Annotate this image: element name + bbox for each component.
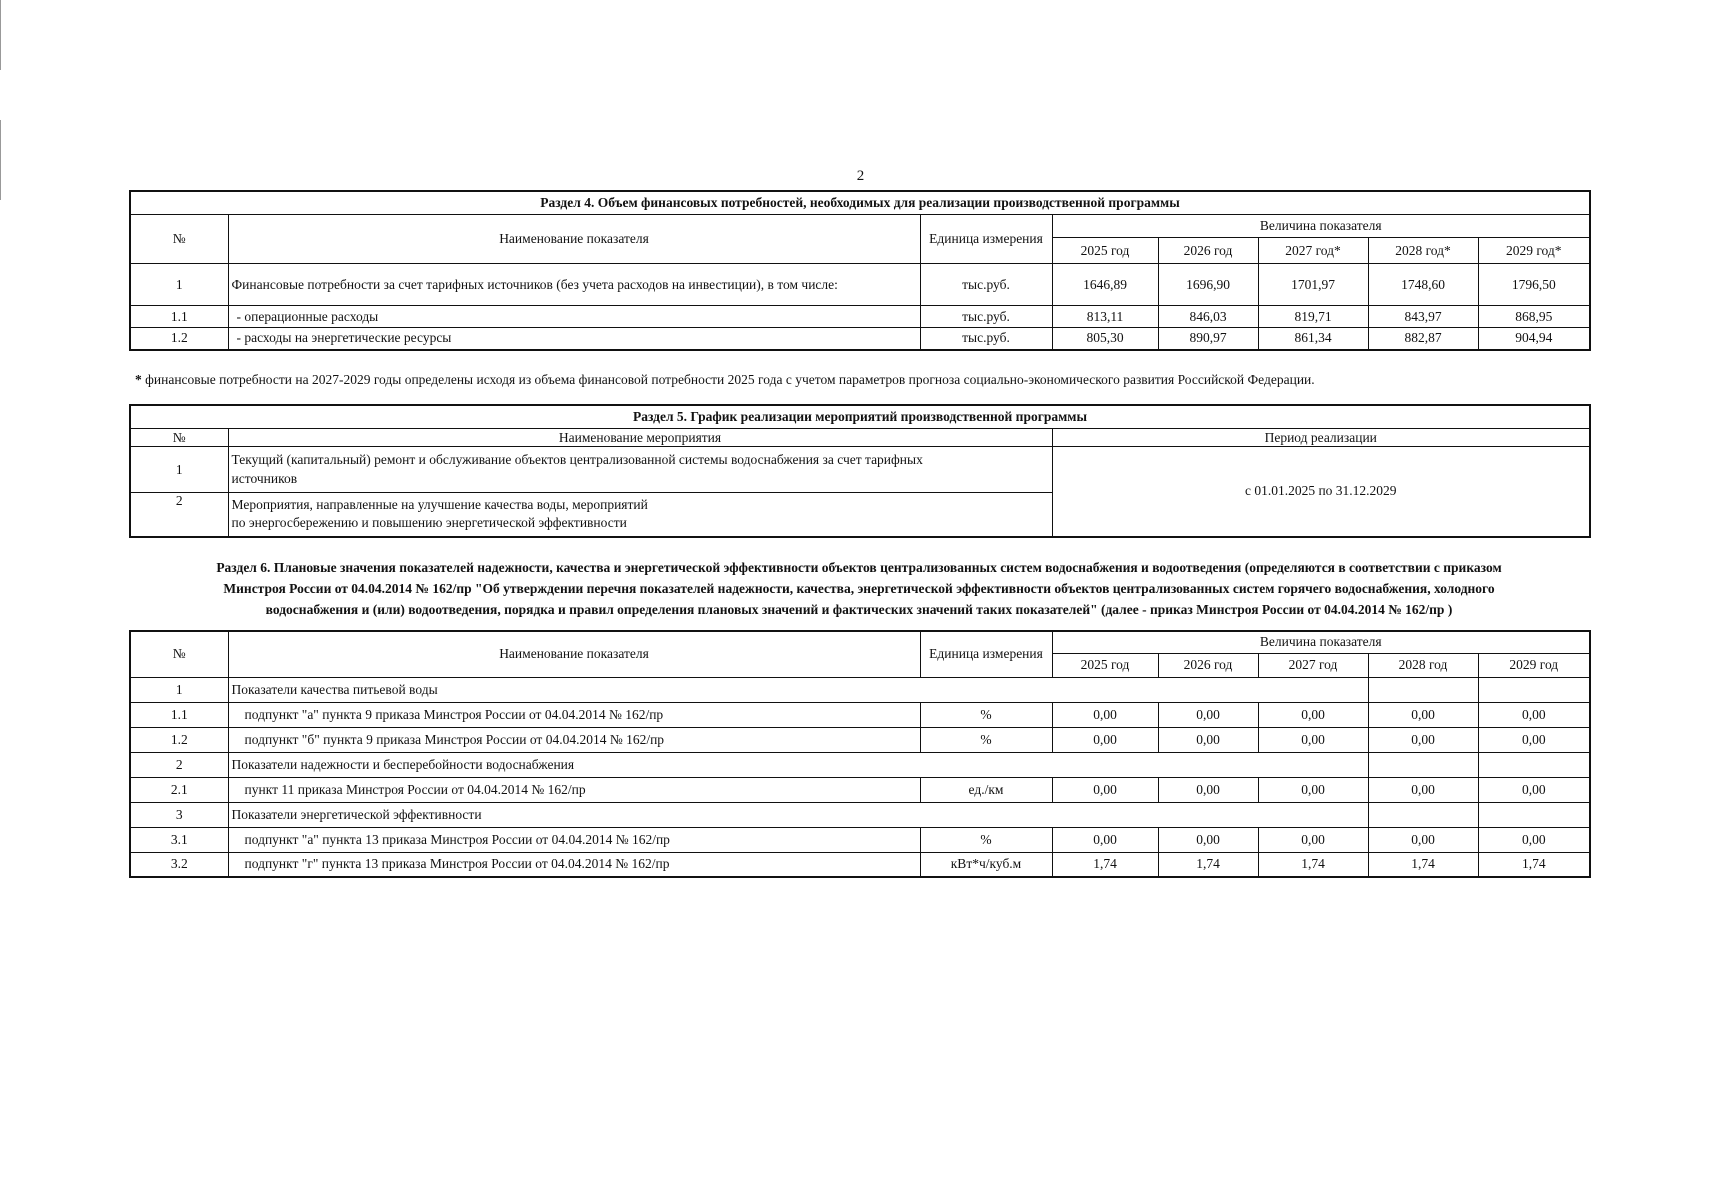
row-value: 1,74 — [1368, 852, 1478, 877]
row-value: 0,00 — [1052, 777, 1158, 802]
row-value: 0,00 — [1158, 727, 1258, 752]
col-unit-header: Единица измерения — [920, 215, 1052, 264]
section-6-title-line: Минстроя России от 04.04.2014 № 162/пр "Об утверждении перечня показателей надежности, качества, энергетической эффективности объектов централизованных систем горячего водоснабжения, холодного — [223, 581, 1495, 596]
row-num: 1.1 — [130, 306, 228, 328]
group-row — [130, 752, 1590, 777]
col-value-header: Величина показателя — [1052, 215, 1590, 238]
row-name: подпункт "а" пункта 9 приказа Минстроя России от 04.04.2014 № 162/пр — [228, 702, 920, 727]
row-name-line: источников — [231, 470, 298, 486]
row-num: 3.2 — [130, 852, 228, 877]
row-num: 3.1 — [130, 827, 228, 852]
group-num: 3 — [130, 802, 228, 827]
row-unit: % — [920, 727, 1052, 752]
row-value: 0,00 — [1478, 727, 1590, 752]
row-unit: % — [920, 702, 1052, 727]
scan-edge-mark — [0, 0, 1, 70]
year-header: 2025 год — [1052, 238, 1158, 264]
row-name: подпункт "б" пункта 9 приказа Минстроя России от 04.04.2014 № 162/пр — [228, 727, 920, 752]
row-value: 0,00 — [1368, 727, 1478, 752]
row-name — [228, 493, 1052, 537]
row-value: 0,00 — [1158, 777, 1258, 802]
row-value: 1796,50 — [1478, 264, 1590, 306]
section-5-title: Раздел 5. График реализации мероприятий производственной программы — [130, 405, 1590, 429]
row-unit: кВт*ч/куб.м — [920, 852, 1052, 877]
row-value: 819,71 — [1258, 306, 1368, 328]
section-6-title-line: водоснабжения и (или) водоотведения, порядка и правил определения плановых значений и фактических значений таких показателей" (далее - приказ Минстроя России от 04.04.2014 № 162/пр ) — [265, 602, 1453, 617]
footnote-mark: * — [135, 372, 142, 387]
row-value: 1,74 — [1052, 852, 1158, 877]
group-num: 1 — [130, 677, 228, 702]
period-value: с 01.01.2025 по 31.12.2029 — [1052, 447, 1590, 537]
year-header: 2028 год* — [1368, 238, 1478, 264]
row-name: подпункт "г" пункта 13 приказа Минстроя России от 04.04.2014 № 162/пр — [228, 852, 920, 877]
row-unit: ед./км — [920, 777, 1052, 802]
row-value: 904,94 — [1478, 328, 1590, 350]
row-num: 1 — [130, 447, 228, 493]
row-value: 805,30 — [1052, 328, 1158, 350]
year-header: 2027 год — [1258, 653, 1368, 677]
row-value: 0,00 — [1158, 702, 1258, 727]
col-name-header: Наименование мероприятия — [228, 429, 1052, 447]
row-unit: тыс.руб. — [920, 264, 1052, 306]
row-value: 846,03 — [1158, 306, 1258, 328]
year-header: 2025 год — [1052, 653, 1158, 677]
row-name: - расходы на энергетические ресурсы — [228, 328, 920, 350]
row-unit: тыс.руб. — [920, 306, 1052, 328]
row-name: Финансовые потребности за счет тарифных источников (без учета расходов на инвестиции), в том числе: — [228, 264, 920, 306]
section-6-title-line: Раздел 6. Плановые значения показателей надежности, качества и энергетической эффективности объектов централизованных систем водоснабжения и водоотведения (определяются в соответствии с приказом — [216, 560, 1502, 575]
row-num: 1.2 — [130, 328, 228, 350]
row-value: 0,00 — [1368, 702, 1478, 727]
table-row — [130, 447, 1590, 493]
row-value: 861,34 — [1258, 328, 1368, 350]
row-value: 0,00 — [1052, 702, 1158, 727]
year-header: 2026 год — [1158, 653, 1258, 677]
row-value: 1,74 — [1478, 852, 1590, 877]
row-value: 0,00 — [1258, 702, 1368, 727]
row-num: 2.1 — [130, 777, 228, 802]
section-5-table — [129, 404, 1591, 538]
section-4-title: Раздел 4. Объем финансовых потребностей, необходимых для реализации производственной программы — [130, 191, 1590, 215]
row-value: 868,95 — [1478, 306, 1590, 328]
section-5 — [129, 404, 1589, 538]
row-value: 0,00 — [1052, 827, 1158, 852]
group-name: Показатели качества питьевой воды — [228, 677, 1368, 702]
row-name-line: Текущий (капитальный) ремонт и обслуживание объектов централизованной системы водоснабжения за счет тарифных — [231, 452, 923, 468]
row-name: - операционные расходы — [228, 306, 920, 328]
row-value: 1646,89 — [1052, 264, 1158, 306]
row-num: 1.1 — [130, 702, 228, 727]
row-name — [228, 447, 1052, 493]
row-value: 0,00 — [1478, 702, 1590, 727]
section-4-table — [129, 190, 1591, 351]
row-value: 882,87 — [1368, 328, 1478, 350]
group-row — [130, 677, 1590, 702]
row-num: 1 — [130, 264, 228, 306]
group-row — [130, 802, 1590, 827]
row-value: 0,00 — [1258, 827, 1368, 852]
col-period-header: Период реализации — [1052, 429, 1590, 447]
row-value: 0,00 — [1478, 827, 1590, 852]
table-row — [130, 727, 1590, 752]
section-6-table — [129, 630, 1591, 878]
scan-edge-mark — [0, 120, 1, 200]
row-num: 1.2 — [130, 727, 228, 752]
group-name: Показатели надежности и бесперебойности водоснабжения — [228, 752, 1368, 777]
row-value: 0,00 — [1158, 827, 1258, 852]
row-name-line: Мероприятия, направленные на улучшение качества воды, мероприятий — [231, 497, 648, 513]
row-unit: тыс.руб. — [920, 328, 1052, 350]
table-row — [130, 328, 1590, 350]
year-header: 2028 год — [1368, 653, 1478, 677]
row-name: подпункт "а" пункта 13 приказа Минстроя России от 04.04.2014 № 162/пр — [228, 827, 920, 852]
row-unit: % — [920, 827, 1052, 852]
row-name-line: по энергосбережению и повышению энергетической эффективности — [231, 515, 627, 531]
section-6-title — [129, 557, 1589, 620]
row-value: 843,97 — [1368, 306, 1478, 328]
row-num: 2 — [130, 493, 228, 537]
col-num-header: № — [130, 215, 228, 264]
row-value: 0,00 — [1478, 777, 1590, 802]
row-name: пункт 11 приказа Минстроя России от 04.04.2014 № 162/пр — [228, 777, 920, 802]
table-row — [130, 702, 1590, 727]
col-name-header: Наименование показателя — [228, 215, 920, 264]
group-num: 2 — [130, 752, 228, 777]
row-value: 813,11 — [1052, 306, 1158, 328]
row-value: 0,00 — [1258, 777, 1368, 802]
year-header: 2029 год — [1478, 653, 1590, 677]
table-row — [130, 264, 1590, 306]
row-value: 1,74 — [1158, 852, 1258, 877]
row-value: 1701,97 — [1258, 264, 1368, 306]
row-value: 1748,60 — [1368, 264, 1478, 306]
row-value: 890,97 — [1158, 328, 1258, 350]
col-unit-header: Единица измерения — [920, 631, 1052, 677]
row-value: 0,00 — [1258, 727, 1368, 752]
table-row — [130, 306, 1590, 328]
year-header: 2027 год* — [1258, 238, 1368, 264]
section-4-footnote — [135, 372, 1315, 388]
table-row — [130, 852, 1590, 877]
year-header: 2026 год — [1158, 238, 1258, 264]
row-value: 1,74 — [1258, 852, 1368, 877]
col-name-header: Наименование показателя — [228, 631, 920, 677]
page-number: 2 — [856, 168, 865, 184]
row-value: 1696,90 — [1158, 264, 1258, 306]
col-value-header: Величина показателя — [1052, 631, 1590, 653]
group-name: Показатели энергетической эффективности — [228, 802, 1368, 827]
footnote-text: финансовые потребности на 2027-2029 годы определены исходя из объема финансовой потребности 2025 года с учетом параметров прогноза социально-экономического развития Российской Федерации. — [141, 372, 1315, 387]
section-4 — [129, 190, 1589, 351]
section-6 — [129, 630, 1589, 878]
row-value: 0,00 — [1368, 777, 1478, 802]
row-value: 0,00 — [1052, 727, 1158, 752]
year-header: 2029 год* — [1478, 238, 1590, 264]
col-num-header: № — [130, 631, 228, 677]
table-row — [130, 827, 1590, 852]
table-row — [130, 777, 1590, 802]
col-num-header: № — [130, 429, 228, 447]
row-value: 0,00 — [1368, 827, 1478, 852]
